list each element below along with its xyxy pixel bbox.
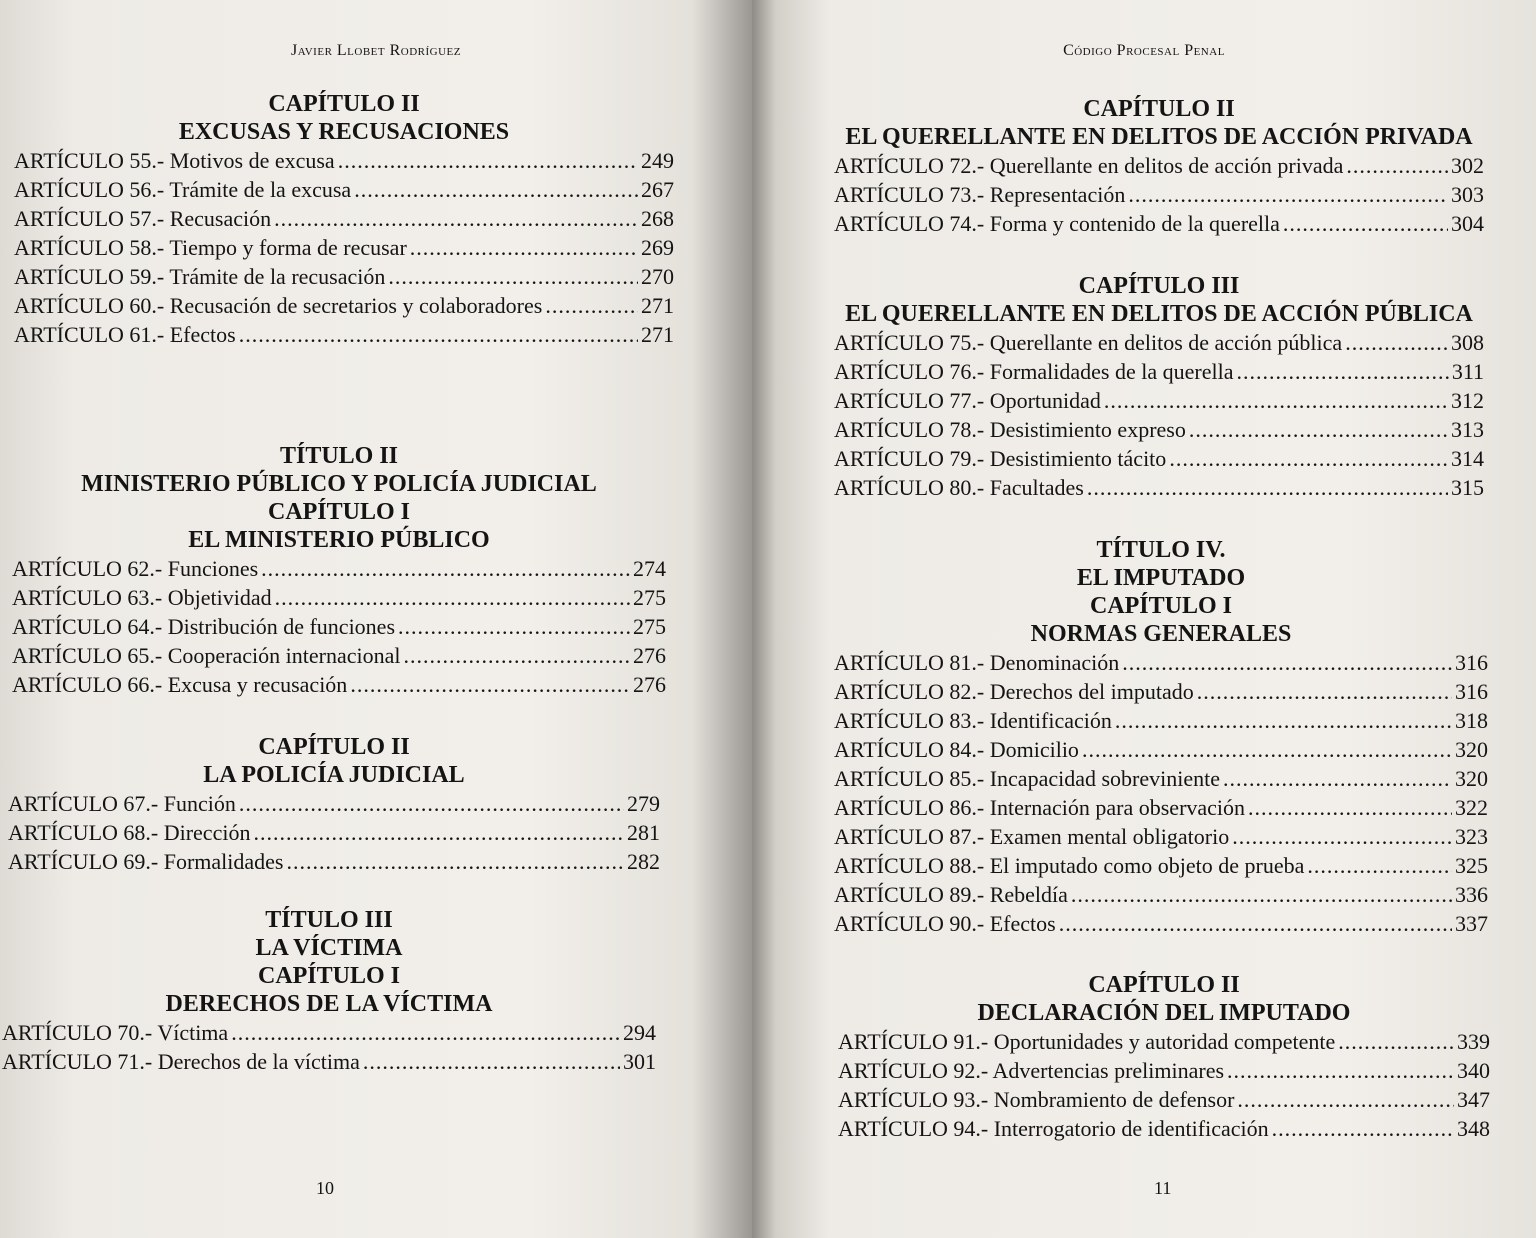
toc-entry: [14, 291, 674, 320]
article-title: ARTÍCULO 92.- Advertencias preliminares: [838, 1058, 1225, 1083]
page-ref: 294: [623, 1020, 656, 1045]
dot-leader: [1283, 209, 1448, 238]
dot-leader: [1236, 357, 1448, 386]
right-page: [752, 0, 1536, 1238]
toc-entry: [14, 146, 674, 175]
page-ref: 316: [1455, 650, 1488, 675]
dot-leader: [388, 262, 638, 291]
dot-leader: [1223, 764, 1452, 793]
toc-entry: [834, 677, 1488, 706]
section-heading: DERECHOS DE LA VÍCTIMA: [165, 991, 493, 1017]
toc-entry: [12, 554, 666, 583]
toc-entry: [834, 648, 1488, 677]
page-ref: 281: [627, 820, 660, 845]
page-ref: 311: [1451, 359, 1484, 384]
dot-leader: [1338, 1027, 1454, 1056]
article-title: ARTÍCULO 65.- Cooperación internacional: [12, 643, 401, 668]
section-heading: EXCUSAS Y RECUSACIONES: [178, 119, 510, 145]
section-heading: LA VÍCTIMA: [255, 935, 403, 961]
page-ref: 316: [1455, 679, 1488, 704]
dot-leader: [350, 670, 630, 699]
toc-entry: [834, 444, 1484, 473]
toc-entry: [2, 1018, 656, 1047]
toc-entry: [8, 847, 660, 876]
page-ref: 268: [641, 206, 674, 231]
toc-entry: [834, 735, 1488, 764]
page-ref: 304: [1451, 211, 1484, 236]
toc-entry: [834, 793, 1488, 822]
page-ref: 270: [641, 264, 674, 289]
toc-entry: [834, 764, 1488, 793]
section-heading: EL MINISTERIO PÚBLICO: [188, 527, 490, 553]
article-title: ARTÍCULO 60.- Recusación de secretarios y colaboradores: [14, 293, 543, 318]
article-title: ARTÍCULO 90.- Efectos: [834, 911, 1056, 936]
toc-entry: [12, 583, 666, 612]
running-header-right: [752, 42, 1536, 60]
article-title: ARTÍCULO 67.- Función: [8, 791, 236, 816]
dot-leader: [1071, 880, 1452, 909]
dot-leader: [231, 1018, 620, 1047]
dot-leader: [398, 612, 630, 641]
section-heading: TÍTULO II: [279, 443, 399, 469]
page-ref: 339: [1457, 1029, 1490, 1054]
page-ref: 271: [641, 322, 674, 347]
article-title: ARTÍCULO 70.- Víctima: [2, 1020, 229, 1045]
toc-entry: [838, 1027, 1490, 1056]
article-title: ARTÍCULO 79.- Desistimiento tácito: [834, 446, 1167, 471]
dot-leader: [410, 233, 638, 262]
page-ref: 314: [1451, 446, 1484, 471]
article-title: ARTÍCULO 58.- Tiempo y forma de recusar: [14, 235, 407, 260]
page-ref: 323: [1455, 824, 1488, 849]
toc-entry: [12, 670, 666, 699]
page-ref: 302: [1451, 153, 1484, 178]
book-title: Código Procesal Penal: [1063, 42, 1225, 59]
section-heading: EL IMPUTADO: [1076, 565, 1246, 591]
article-title: ARTÍCULO 76.- Formalidades de la querella: [834, 359, 1234, 384]
toc-section: [8, 733, 660, 876]
dot-leader: [1345, 328, 1448, 357]
article-title: ARTÍCULO 86.- Internación para observación: [834, 795, 1246, 820]
article-title: ARTÍCULO 84.- Domicilio: [834, 737, 1079, 762]
dot-leader: [253, 818, 624, 847]
article-title: ARTÍCULO 82.- Derechos del imputado: [834, 679, 1194, 704]
toc-section: [834, 536, 1488, 938]
article-title: ARTÍCULO 85.- Incapacidad sobreviniente: [834, 766, 1220, 791]
section-heading: DECLARACIÓN DEL IMPUTADO: [977, 1000, 1351, 1026]
dot-leader: [1128, 180, 1448, 209]
toc-entry: [834, 415, 1484, 444]
dot-leader: [363, 1047, 620, 1076]
page-ref: 322: [1455, 795, 1488, 820]
dot-leader: [1189, 415, 1448, 444]
toc-entry: [834, 706, 1488, 735]
dot-leader: [1248, 793, 1452, 822]
dot-leader: [338, 146, 638, 175]
page-ref: 318: [1455, 708, 1488, 733]
toc-entry: [834, 822, 1488, 851]
toc-entry: [14, 233, 674, 262]
dot-leader: [403, 641, 630, 670]
article-title: ARTÍCULO 63.- Objetividad: [12, 585, 272, 610]
section-heading: CAPÍTULO II: [1088, 972, 1240, 998]
article-title: ARTÍCULO 91.- Oportunidades y autoridad competente: [838, 1029, 1336, 1054]
dot-leader: [354, 175, 638, 204]
article-title: ARTÍCULO 56.- Trámite de la excusa: [14, 177, 352, 202]
article-title: ARTÍCULO 59.- Trámite de la recusación: [14, 264, 386, 289]
page-ref: 336: [1455, 882, 1488, 907]
section-heading: MINISTERIO PÚBLICO Y POLICÍA JUDICIAL: [81, 471, 597, 497]
article-title: ARTÍCULO 87.- Examen mental obligatorio: [834, 824, 1230, 849]
toc-entry: [834, 880, 1488, 909]
page-ref: 249: [641, 148, 674, 173]
page-ref: 315: [1451, 475, 1484, 500]
toc-section: [834, 95, 1484, 238]
page-ref: 325: [1455, 853, 1488, 878]
section-heading: CAPÍTULO II: [258, 734, 410, 760]
toc-entry: [14, 204, 674, 233]
article-title: ARTÍCULO 64.- Distribución de funciones: [12, 614, 396, 639]
dot-leader: [1115, 706, 1452, 735]
toc-entry: [834, 909, 1488, 938]
toc-entry: [2, 1047, 656, 1076]
article-title: ARTÍCULO 73.- Representación: [834, 182, 1126, 207]
section-heading: EL QUERELLANTE EN DELITOS DE ACCIÓN PRIVADA: [845, 124, 1473, 150]
article-title: ARTÍCULO 94.- Interrogatorio de identificación: [838, 1116, 1269, 1141]
toc-entry: [12, 641, 666, 670]
page-ref: 279: [627, 791, 660, 816]
dot-leader: [286, 847, 624, 876]
author-name: Javier Llobet Rodríguez: [290, 42, 461, 59]
section-heading: CAPÍTULO III: [1078, 273, 1240, 299]
dot-leader: [1227, 1056, 1454, 1085]
toc-entry: [8, 789, 660, 818]
toc-section: [838, 971, 1490, 1143]
page-ref: 269: [641, 235, 674, 260]
toc-entry: [14, 320, 674, 349]
dot-leader: [1237, 1085, 1454, 1114]
toc-section: [2, 906, 656, 1076]
dot-leader: [1272, 1114, 1454, 1143]
article-title: ARTÍCULO 69.- Formalidades: [8, 849, 284, 874]
toc-entry: [834, 209, 1484, 238]
section-heading: LA POLICÍA JUDICIAL: [203, 762, 465, 788]
page-ref: 312: [1451, 388, 1484, 413]
article-title: ARTÍCULO 62.- Funciones: [12, 556, 259, 581]
dot-leader: [1122, 648, 1452, 677]
section-heading: TÍTULO IV.: [1096, 537, 1226, 563]
toc-entry: [834, 357, 1484, 386]
page-ref: 337: [1455, 911, 1488, 936]
page-ref: 303: [1451, 182, 1484, 207]
page-ref: 347: [1457, 1087, 1490, 1112]
dot-leader: [1346, 151, 1448, 180]
article-title: ARTÍCULO 66.- Excusa y recusación: [12, 672, 348, 697]
toc-section: [14, 90, 674, 349]
article-title: ARTÍCULO 55.- Motivos de excusa: [14, 148, 335, 173]
dot-leader: [1169, 444, 1448, 473]
dot-leader: [1104, 386, 1448, 415]
dot-leader: [1059, 909, 1452, 938]
toc-entry: [8, 818, 660, 847]
article-title: ARTÍCULO 77.- Oportunidad: [834, 388, 1101, 413]
article-title: ARTÍCULO 80.- Facultades: [834, 475, 1084, 500]
page-number: 10: [316, 1178, 334, 1198]
section-heading: EL QUERELLANTE EN DELITOS DE ACCIÓN PÚBLICA: [845, 301, 1473, 327]
toc-entry: [12, 612, 666, 641]
page-ref: 340: [1457, 1058, 1490, 1083]
article-title: ARTÍCULO 88.- El imputado como objeto de prueba: [834, 853, 1305, 878]
toc-entry: [834, 851, 1488, 880]
article-title: ARTÍCULO 71.- Derechos de la víctima: [2, 1049, 360, 1074]
page-ref: 320: [1455, 737, 1488, 762]
article-title: ARTÍCULO 75.- Querellante en delitos de acción pública: [834, 330, 1343, 355]
running-header-left: [0, 42, 752, 60]
section-heading: CAPÍTULO I: [1089, 593, 1233, 619]
article-title: ARTÍCULO 72.- Querellante en delitos de acción privada: [834, 153, 1344, 178]
dot-leader: [1082, 735, 1452, 764]
toc-entry: [14, 262, 674, 291]
dot-leader: [1087, 473, 1448, 502]
article-title: ARTÍCULO 93.- Nombramiento de defensor: [838, 1087, 1235, 1112]
page-ref: 276: [633, 643, 666, 668]
page-ref: 274: [633, 556, 666, 581]
dot-leader: [274, 204, 638, 233]
toc-section: [12, 442, 666, 699]
dot-leader: [1197, 677, 1452, 706]
toc-entry: [14, 175, 674, 204]
toc-entry: [834, 473, 1484, 502]
toc-entry: [838, 1085, 1490, 1114]
dot-leader: [239, 320, 638, 349]
article-title: ARTÍCULO 74.- Forma y contenido de la querella: [834, 211, 1280, 236]
toc-section: [834, 272, 1484, 502]
page-ref: 348: [1457, 1116, 1490, 1141]
page-ref: 313: [1451, 417, 1484, 442]
page-ref: 275: [633, 585, 666, 610]
section-heading: NORMAS GENERALES: [1030, 621, 1292, 647]
section-heading: CAPÍTULO I: [267, 499, 411, 525]
section-heading: CAPÍTULO II: [268, 91, 420, 117]
page-ref: 276: [633, 672, 666, 697]
section-heading: CAPÍTULO II: [1083, 96, 1235, 122]
page-ref: 282: [627, 849, 660, 874]
toc-entry: [834, 386, 1484, 415]
dot-leader: [239, 789, 624, 818]
page-ref: 320: [1455, 766, 1488, 791]
page-ref: 301: [623, 1049, 656, 1074]
article-title: ARTÍCULO 57.- Recusación: [14, 206, 272, 231]
article-title: ARTÍCULO 89.- Rebeldía: [834, 882, 1068, 907]
page-ref: 271: [641, 293, 674, 318]
section-heading: TÍTULO III: [265, 907, 393, 933]
dot-leader: [261, 554, 630, 583]
left-page: [0, 0, 752, 1238]
section-heading: CAPÍTULO I: [257, 963, 401, 989]
article-title: ARTÍCULO 78.- Desistimiento expreso: [834, 417, 1186, 442]
page-number: 11: [1154, 1178, 1172, 1198]
dot-leader: [545, 291, 638, 320]
article-title: ARTÍCULO 83.- Identificación: [834, 708, 1112, 733]
page-ref: 267: [641, 177, 674, 202]
toc-entry: [834, 180, 1484, 209]
dot-leader: [1232, 822, 1452, 851]
page-ref: 275: [633, 614, 666, 639]
article-title: ARTÍCULO 68.- Dirección: [8, 820, 251, 845]
toc-entry: [834, 328, 1484, 357]
dot-leader: [275, 583, 630, 612]
article-title: ARTÍCULO 81.- Denominación: [834, 650, 1120, 675]
dot-leader: [1307, 851, 1452, 880]
toc-entry: [838, 1056, 1490, 1085]
article-title: ARTÍCULO 61.- Efectos: [14, 322, 236, 347]
toc-entry: [834, 151, 1484, 180]
toc-entry: [838, 1114, 1490, 1143]
page-ref: 308: [1451, 330, 1484, 355]
